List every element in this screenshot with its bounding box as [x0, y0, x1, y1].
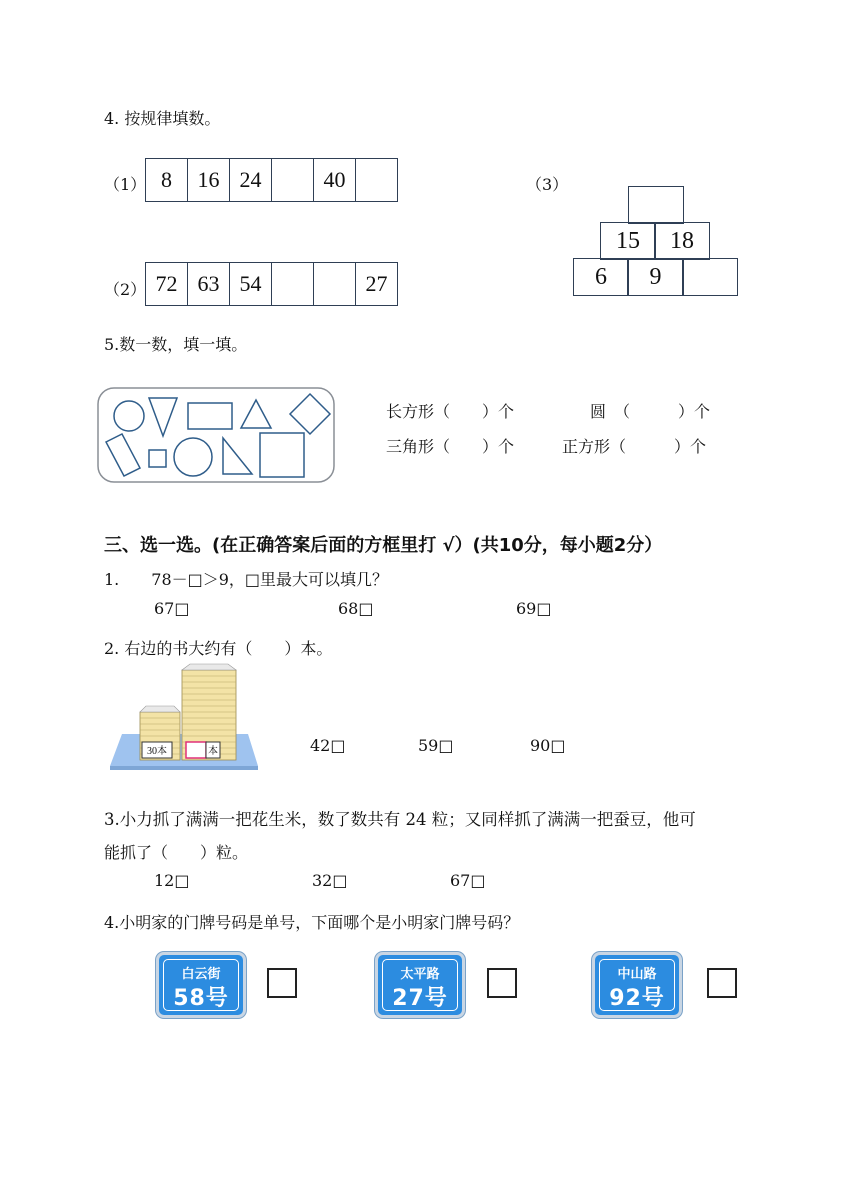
small-stack-label-text: 30本 — [147, 746, 167, 757]
part-1-label: （1） — [104, 175, 147, 194]
triangle-count: 三角形（ ）个 — [386, 437, 515, 456]
square-count: 正方形（ ）个 — [562, 437, 707, 456]
sequence-2-cell: 72 — [155, 271, 178, 296]
door-plate — [156, 952, 246, 1018]
sequence-1-cell: 24 — [229, 159, 271, 201]
sequence-2-blank[interactable] — [313, 263, 355, 305]
question-5-title: 5.数一数，填一填。 — [104, 335, 248, 354]
pyramid-bottom-right-blank[interactable] — [682, 258, 738, 296]
door-plate — [375, 952, 465, 1018]
s3-q3-option[interactable]: 32□ — [312, 871, 348, 890]
door-plate-street: 中山路 — [617, 967, 657, 982]
s3-q1-option[interactable]: 69□ — [516, 599, 552, 618]
sequence-1-cell: 40 — [313, 159, 355, 201]
door-plate — [592, 952, 682, 1018]
answer-checkbox[interactable] — [267, 968, 297, 998]
sequence-2-blank[interactable] — [271, 263, 313, 305]
s3-q3-option[interactable]: 12□ — [154, 871, 190, 890]
rectangle-count: 长方形（ ）个 — [386, 402, 515, 421]
door-plate-number: 27号 — [392, 986, 448, 1011]
s3-q2-option[interactable]: 42□ — [310, 736, 346, 755]
answer-checkbox[interactable] — [487, 968, 517, 998]
pyramid-mid-right: 18 — [654, 222, 710, 260]
pyramid-top-blank[interactable] — [628, 186, 684, 224]
s3-question-3-line1: 3.小力抓了满满一把花生米，数了数共有 24 粒；又同样抓了满满一把蚕豆，他可 — [104, 810, 696, 829]
door-plate-number: 58号 — [173, 986, 229, 1011]
sequence-1-blank[interactable] — [271, 159, 313, 201]
section-3-heading: 三、选一选。(在正确答案后面的方框里打 √）(共10分，每小题2分） — [104, 535, 663, 556]
door-plate-number: 92号 — [609, 986, 665, 1011]
answer-checkbox[interactable] — [707, 968, 737, 998]
sequence-2-cell: 54 — [229, 263, 271, 305]
sequence-1 — [145, 158, 398, 202]
sequence-1-cell: 16 — [187, 159, 229, 201]
question-4-title: 4. 按规律填数。 — [104, 109, 221, 128]
s3-q2-option[interactable]: 90□ — [530, 736, 566, 755]
pyramid-bottom-left: 6 — [573, 258, 629, 296]
shapes-figure — [96, 386, 336, 484]
circle-count: 圆 （ ）个 — [590, 402, 711, 421]
s3-question-1: 1. 78－□＞9，□里最大可以填几？ — [104, 570, 389, 589]
part-2-label: （2） — [104, 280, 147, 299]
s3-q2-option[interactable]: 59□ — [418, 736, 454, 755]
pyramid-mid-left: 15 — [600, 222, 656, 260]
sequence-2-cell: 63 — [187, 263, 229, 305]
s3-question-4: 4.小明家的门牌号码是单号，下面哪个是小明家门牌号码？ — [104, 913, 520, 932]
s3-q1-option[interactable]: 68□ — [338, 599, 374, 618]
s3-question-2: 2. 右边的书大约有（ ）本。 — [104, 639, 333, 658]
sequence-1-blank[interactable] — [355, 159, 397, 201]
books-illustration — [108, 660, 262, 770]
tall-stack-label-text: 本 — [208, 746, 218, 757]
door-plate-street: 白云街 — [181, 967, 221, 982]
part-3-label: （3） — [526, 175, 569, 194]
s3-q1-option[interactable]: 67□ — [154, 599, 190, 618]
sequence-2 — [145, 262, 398, 306]
s3-question-3-line2: 能抓了（ ）粒。 — [104, 843, 249, 862]
sequence-2-cell: 27 — [355, 263, 397, 305]
tall-stack-blank — [186, 742, 206, 758]
door-plate-street: 太平路 — [400, 967, 440, 982]
s3-q3-option[interactable]: 67□ — [450, 871, 486, 890]
pyramid-bottom-mid: 9 — [627, 258, 684, 296]
sequence-1-cell: 8 — [161, 167, 172, 192]
